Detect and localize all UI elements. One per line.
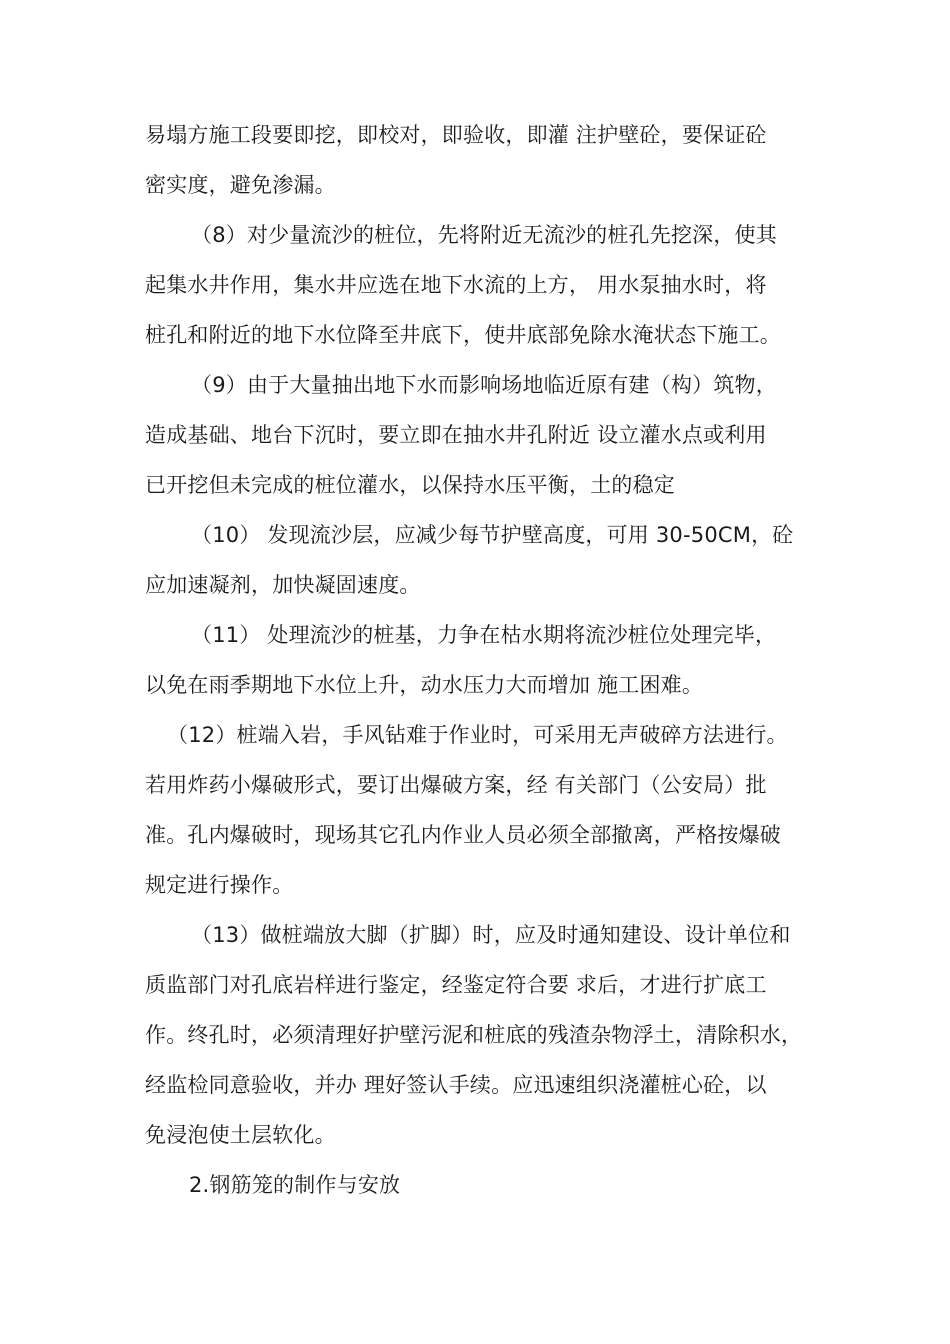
text-line: （8）对少量流沙的桩位，先将附近无流沙的桩孔先挖深，使其	[191, 223, 777, 247]
text-line: 造成基础、地台下沉时，要立即在抽水井孔附近 设立灌水点或利用	[145, 423, 767, 447]
text-line: （13）做桩端放大脚（扩脚）时，应及时通知建设、设计单位和	[191, 923, 791, 947]
text-line: （9）由于大量抽出地下水而影响场地临近原有建（构）筑物，	[191, 373, 777, 397]
text-line: （11） 处理流沙的桩基，力争在枯水期将流沙桩位处理完毕，	[191, 623, 777, 647]
section-heading	[145, 1160, 810, 1210]
paragraph-item-13	[145, 910, 810, 1160]
text-line: 易塌方施工段要即挖，即校对，即验收，即灌 注护壁砼，要保证砼	[145, 123, 767, 147]
document-body	[145, 110, 810, 1210]
text-line: （10） 发现流沙层，应减少每节护壁高度，可用 30-50CM，砼	[191, 523, 794, 547]
text-line: 桩孔和附近的地下水位降至井底下，使井底部免除水淹状态下施工。	[145, 323, 781, 347]
paragraph-item-12	[145, 710, 810, 910]
paragraph-item-9	[145, 360, 810, 510]
text-line: 若用炸药小爆破形式，要订出爆破方案，经 有关部门（公安局）批	[145, 773, 767, 797]
text-line: 起集水井作用，集水井应选在地下水流的上方， 用水泵抽水时，将	[145, 273, 767, 297]
text-line: 已开挖但未完成的桩位灌水，以保持水压平衡，土的稳定	[145, 473, 675, 497]
text-line: （12）桩端入岩，手风钻难于作业时，可采用无声破碎方法进行。	[167, 723, 788, 747]
text-line: 经监检同意验收，并办 理好签认手续。应迅速组织浇灌桩心砼，以	[145, 1073, 767, 1097]
text-line: 质监部门对孔底岩样进行鉴定，经鉴定符合要 求后，才进行扩底工	[145, 973, 767, 997]
text-line: 规定进行操作。	[145, 873, 294, 897]
text-line: 免浸泡使土层软化。	[145, 1123, 336, 1147]
text-line: 准。孔内爆破时，现场其它孔内作业人员必须全部撤离，严格按爆破	[145, 823, 781, 847]
paragraph-item-10	[145, 510, 810, 610]
text-line: 以免在雨季期地下水位上升，动水压力大而增加 施工困难。	[145, 673, 704, 697]
text-line: 作。终孔时，必须清理好护壁污泥和桩底的残渣杂物浮土，清除积水，	[145, 1023, 803, 1047]
text-line: 密实度，避免渗漏。	[145, 173, 336, 197]
section-heading-text: 2.钢筋笼的制作与安放	[189, 1173, 401, 1197]
paragraph-item-8	[145, 210, 810, 360]
text-line: 应加速凝剂，加快凝固速度。	[145, 573, 421, 597]
paragraph-continuation	[145, 110, 810, 210]
paragraph-item-11	[145, 610, 810, 710]
